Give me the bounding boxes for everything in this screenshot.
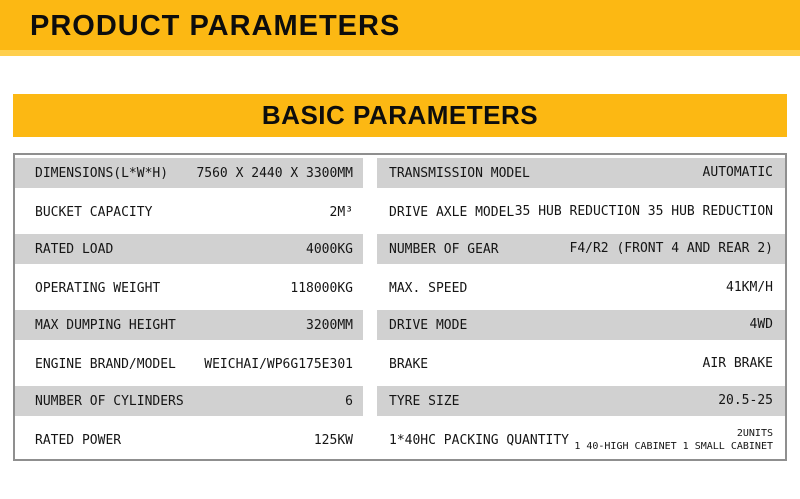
param-value — [574, 427, 773, 454]
param-value — [750, 316, 773, 334]
column-divider — [363, 421, 377, 459]
param-label: BUCKET CAPACITY — [35, 204, 153, 220]
param-label: TRANSMISSION MODEL — [389, 165, 530, 181]
param-value — [703, 164, 773, 182]
column-divider — [363, 158, 377, 188]
right-cell-pair — [377, 158, 785, 188]
table-row — [15, 345, 785, 383]
param-value: 6 — [345, 393, 353, 409]
right-cell-pair — [377, 193, 785, 231]
param-label: 1*40HC PACKING QUANTITY — [389, 432, 570, 448]
param-value: WEICHAI/WP6G175E301 — [204, 356, 353, 372]
param-label: DRIVE AXLE MODEL — [389, 204, 515, 220]
param-label: DRIVE MODE — [389, 317, 468, 333]
param-label: NUMBER OF GEAR — [389, 241, 499, 257]
left-cell-pair — [15, 386, 363, 416]
param-value: 7560 X 2440 X 3300MM — [196, 165, 353, 181]
column-divider — [363, 234, 377, 264]
table-row — [15, 383, 785, 421]
param-value-line1: 41KM/H — [726, 280, 773, 296]
page-title: PRODUCT PARAMETERS — [30, 9, 401, 42]
right-cell-pair — [377, 234, 785, 264]
param-value-line1: 4WD — [749, 317, 773, 333]
table-row — [15, 421, 785, 459]
table-row — [15, 269, 785, 307]
left-cell-pair — [15, 193, 363, 231]
section-title: BASIC PARAMETERS — [261, 100, 539, 130]
param-label: DIMENSIONS(L*W*H) — [35, 165, 169, 181]
left-cell-pair — [15, 269, 363, 307]
param-value — [515, 203, 773, 221]
param-value: 4000KG — [306, 241, 353, 257]
param-value — [718, 392, 773, 410]
product-parameters-banner — [0, 0, 800, 56]
table-row — [15, 307, 785, 345]
left-cell-pair — [15, 345, 363, 383]
table-row — [15, 231, 785, 269]
column-divider — [363, 345, 377, 383]
param-value-line1: AUTOMATIC — [702, 165, 773, 181]
param-value: 118000KG — [290, 280, 353, 296]
param-label: RATED LOAD — [35, 241, 114, 257]
left-cell-pair — [15, 421, 363, 459]
param-label: BRAKE — [389, 356, 429, 372]
param-value — [703, 355, 773, 373]
right-cell-pair — [377, 310, 785, 340]
left-cell-pair — [15, 310, 363, 340]
param-value-line1: 35 HUB REDUCTION 35 HUB REDUCTION — [514, 204, 773, 220]
param-label: RATED POWER — [35, 432, 122, 448]
param-value-line1: F4/R2 (FRONT 4 AND REAR 2) — [569, 241, 773, 257]
table-row — [15, 193, 785, 231]
param-value-line2: 1 40-HIGH CABINET 1 SMALL CABINET — [574, 441, 773, 452]
right-cell-pair — [377, 421, 785, 459]
table-row — [15, 155, 785, 193]
column-divider — [363, 269, 377, 307]
param-label: OPERATING WEIGHT — [35, 280, 161, 296]
right-cell-pair — [377, 269, 785, 307]
param-value-line1: AIR BRAKE — [702, 356, 773, 372]
param-label: MAX. SPEED — [389, 280, 468, 296]
left-cell-pair — [15, 158, 363, 188]
param-value-line1: 2UNITS — [736, 427, 773, 439]
param-value: 125KW — [313, 432, 353, 448]
column-divider — [363, 193, 377, 231]
left-cell-pair — [15, 234, 363, 264]
param-label: ENGINE BRAND/MODEL — [35, 356, 176, 372]
basic-parameters-banner — [13, 94, 787, 137]
right-cell-pair — [377, 345, 785, 383]
param-value: 2M³ — [329, 204, 353, 220]
parameters-table — [13, 153, 787, 461]
column-divider — [363, 386, 377, 416]
column-divider — [363, 310, 377, 340]
param-label: TYRE SIZE — [389, 393, 460, 409]
param-value-line1: 20.5-25 — [718, 393, 773, 409]
param-value — [726, 279, 773, 297]
param-value — [570, 240, 774, 258]
param-label: MAX DUMPING HEIGHT — [35, 317, 176, 333]
right-cell-pair — [377, 386, 785, 416]
param-value: 3200MM — [306, 317, 353, 333]
param-label: NUMBER OF CYLINDERS — [35, 393, 184, 409]
